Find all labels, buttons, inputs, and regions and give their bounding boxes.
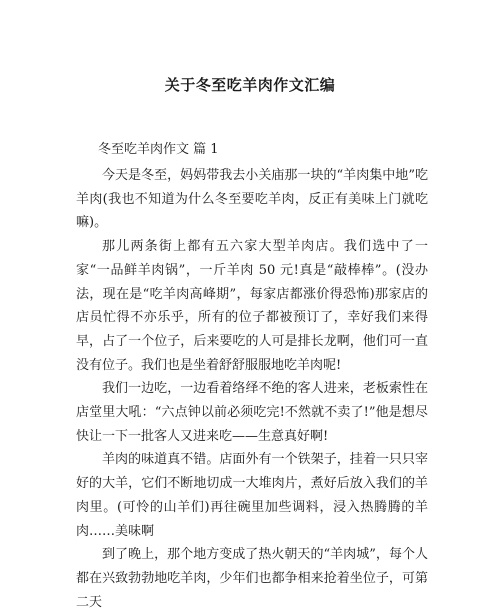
paragraph: 今天是冬至，妈妈带我去小关庙那一块的“羊肉集中地”吃羊肉(我也不知道为什么冬至要吃羊肉，反正有美味上门就吃嘛)。 — [76, 168, 428, 231]
paragraph: 我们一边吃，一边看着络绎不绝的客人进来，老板索性在店堂里大吼：“六点钟以前必须吃完!不然就不卖了!”他是想尽快让一下一批客人又进来吃——生意真好啊! — [76, 381, 428, 444]
paragraph: 那儿两条街上都有五六家大型羊肉店。我们选中了一家“一品鲜羊肉锅”，一斤羊肉 50 元!真是“敲棒棒”。(没办法，现在是“吃羊肉高峰期”，每家店都涨价得恐怖)那家店的店员忙得不亦乐乎，所有的位子都被预订了，幸好我们来得早，占了一个位子，后来要吃的人可是排长龙啊，他们可一直没有位子。我们也是坐着舒舒服服地吃羊肉呢! — [76, 239, 428, 373]
paragraph: 羊肉的味道真不错。店面外有一个铁架子，挂着一只只宰好的大羊，它们不断地切成一大堆肉片，煮好后放入我们的羊肉里。(可怜的山羊们)再往碗里加些调料，浸入热腾腾的羊肉……美味啊 — [76, 452, 428, 539]
document-title: 关于冬至吃羊肉作文汇编 — [164, 76, 336, 94]
section-heading: 冬至吃羊肉作文 篇 1 — [98, 142, 219, 157]
essay-body — [76, 164, 428, 614]
paragraph: 到了晚上，那个地方变成了热火朝天的“羊肉城”，每个人都在兴致勃勃地吃羊肉，少年们也都争相来抢着坐位子，可第二天 — [76, 547, 428, 610]
